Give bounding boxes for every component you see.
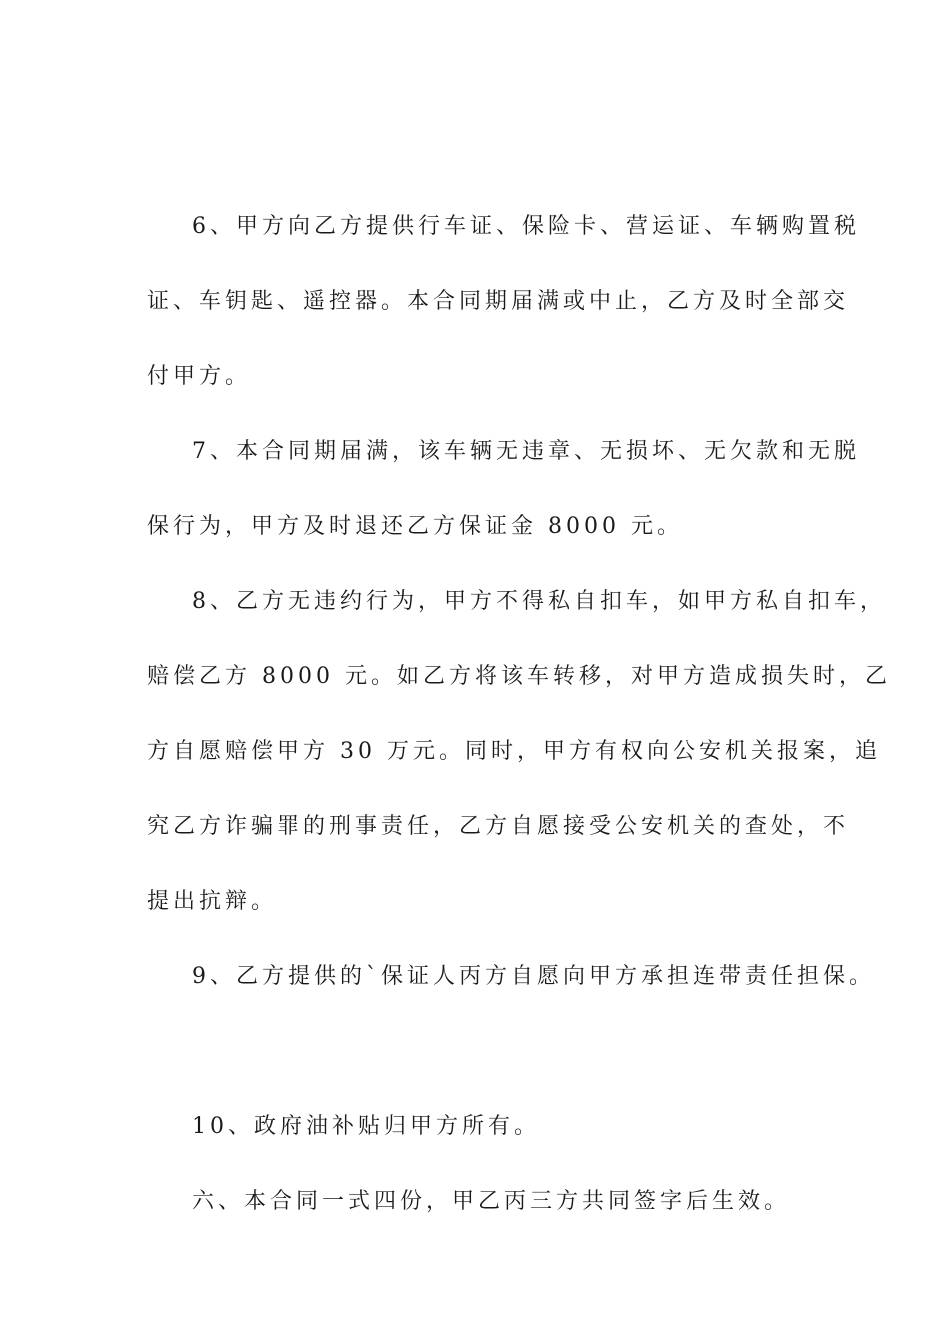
clause-6-line-1: 6、甲方向乙方提供行车证、保险卡、营运证、车辆购置税 — [192, 214, 860, 239]
clause-6-line-3: 付甲方。 — [147, 364, 252, 389]
clause-7-line-1: 7、本合同期届满，该车辆无违章、无损坏、无欠款和无脱 — [192, 439, 860, 464]
clause-7-line-2: 保行为，甲方及时退还乙方保证金 8000 元。 — [147, 514, 683, 539]
clause-8-line-3: 方自愿赔偿甲方 30 万元。同时，甲方有权向公安机关报案，追 — [147, 739, 881, 764]
clause-8-line-5: 提出抗辩。 — [147, 889, 278, 914]
clause-9-line-1: 9、乙方提供的`保证人丙方自愿向甲方承担连带责任担保。 — [192, 964, 875, 989]
section-6-line-1: 六、本合同一式四份，甲乙丙三方共同签字后生效。 — [192, 1189, 791, 1214]
clause-8-line-1: 8、乙方无违约行为，甲方不得私自扣车，如甲方私自扣车， — [192, 589, 886, 614]
clause-8-line-4: 究乙方诈骗罪的刑事责任，乙方自愿接受公安机关的查处，不 — [147, 814, 850, 839]
clause-6-line-2: 证、车钥匙、遥控器。本合同期届满或中止，乙方及时全部交 — [147, 289, 850, 314]
clause-8-line-2: 赔偿乙方 8000 元。如乙方将该车转移，对甲方造成损失时，乙 — [147, 664, 891, 689]
clause-10-line-1: 10、政府油补贴归甲方所有。 — [192, 1114, 540, 1139]
